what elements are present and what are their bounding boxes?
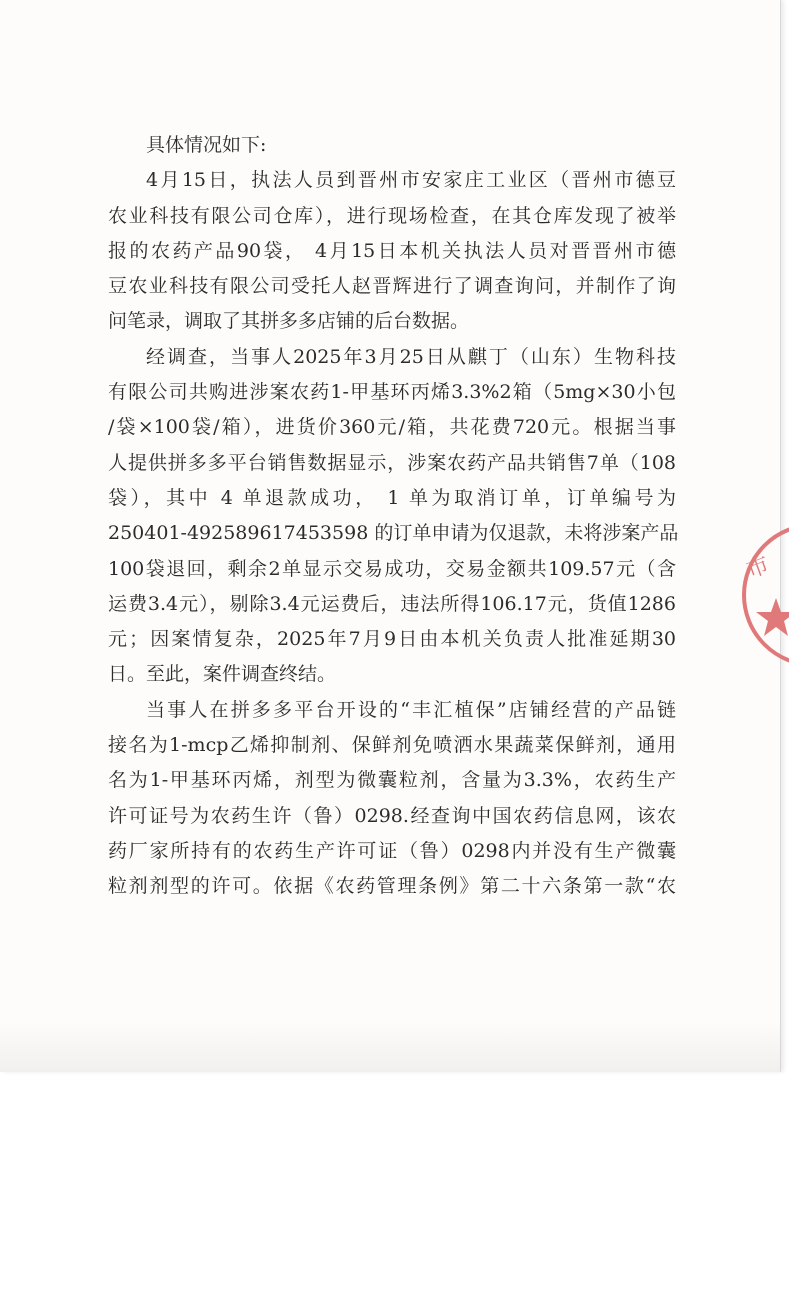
text-line: 运费3.4元），剔除3.4元运费后，违法所得106.17元，货值1286 [108,592,676,615]
red-seal-fragment [736,520,789,670]
text-line: 当事人在拼多多平台开设的“丰汇植保”店铺经营的产品链 [146,698,676,721]
seal-icon [736,520,789,670]
document-body [108,128,679,905]
text-line: 元；因案情复杂，2025年7月9日由本机关负责人批准延期30 [108,628,676,651]
text-line: 250401-492589617453598 的订单申请为仅退款，未将涉案产品 [108,522,679,545]
text-line: 粒剂剂型的许可。依据《农药管理条例》第二十六条第一款“农 [108,875,676,898]
text-line: 4月15日，执法人员到晋州市安家庄工业区（晋州市德豆 [146,169,676,192]
seal-char: 市 [743,552,773,584]
paragraph-heading: 具体情况如下: [146,134,267,156]
text-line: 袋），其中 4 单退款成功， 1 单为取消订单，订单编号为 [108,486,676,509]
text-line: 豆农业科技有限公司受托人赵晋辉进行了调查询问，并制作了询 [108,275,676,298]
text-line: 农业科技有限公司仓库），进行现场检查，在其仓库发现了被举 [108,204,676,227]
text-line: 接名为1-mcp乙烯抑制剂、保鲜剂免喷洒水果蔬菜保鲜剂，通用 [108,734,676,757]
text-line: 报的农药产品90袋， 4月15日本机关执法人员对晋晋州市德 [108,239,676,262]
text-line: 日。至此，案件调查终结。 [108,663,337,686]
seal-star [756,598,789,636]
text-line: 问笔录，调取了其拼多多店铺的后台数据。 [108,310,470,333]
text-line: 名为1-甲基环丙烯，剂型为微囊粒剂，含量为3.3%，农药生产 [108,769,676,792]
text-line: 经调查，当事人2025年3月25日从麒丁（山东）生物科技 [146,345,676,368]
text-line: /袋×100袋/箱），进货价360元/箱，共花费720元。根据当事 [108,416,676,439]
text-line: 100袋退回，剩余2单显示交易成功，交易金额共109.57元（含 [108,557,676,580]
text-line: 人提供拼多多平台销售数据显示，涉案农药产品共销售7单（108 [108,451,676,474]
seal-ring [744,525,789,665]
text-line: 药厂家所持有的农药生产许可证（鲁）0298内并没有生产微囊 [108,839,676,862]
text-line: 有限公司共购进涉案农药1-甲基环丙烯3.3%2箱（5mg×30小包 [108,381,676,404]
sheet-bottom-shade [0,1022,780,1072]
text-line: 许可证号为农药生许（鲁）0298.经查询中国农药信息网，该农 [108,804,676,827]
